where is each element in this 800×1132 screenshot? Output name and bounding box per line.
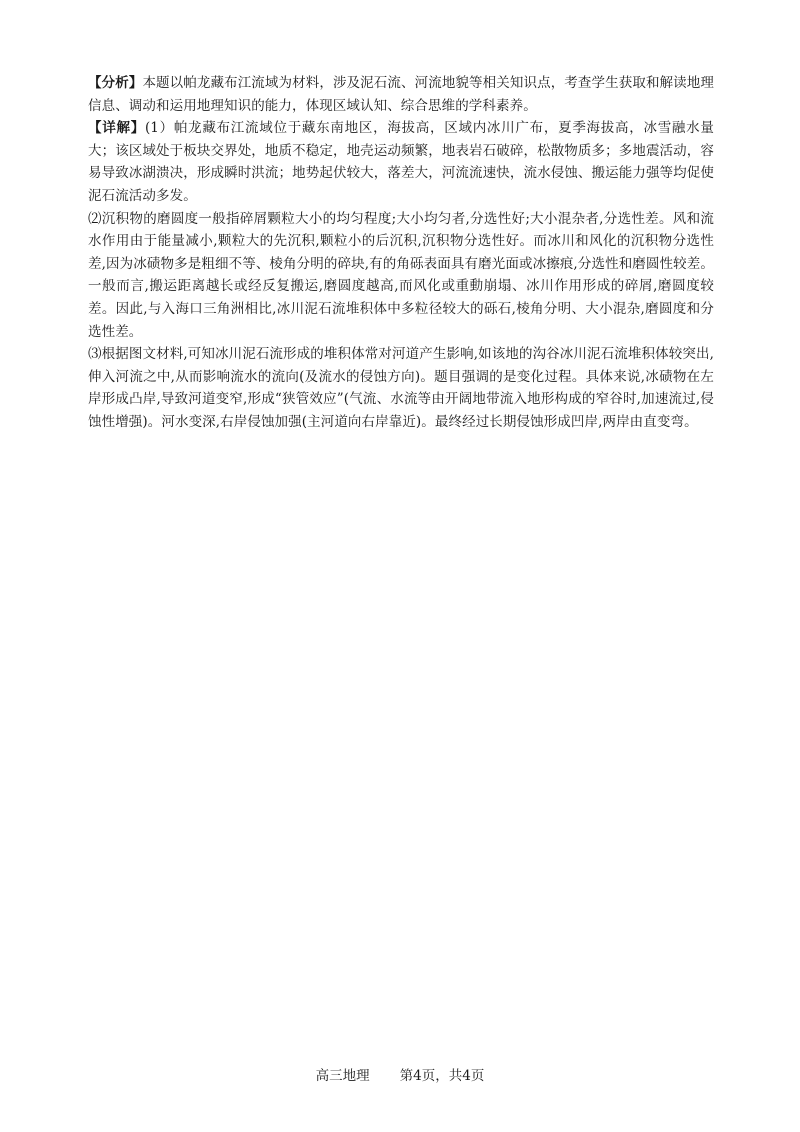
- analysis-tag: 【分析】: [88, 75, 143, 91]
- detail-tag: 【详解】: [88, 120, 145, 137]
- footer-page-number: 第4页，共4页: [399, 1068, 485, 1084]
- detail-paragraph-2: ⑵沉积物的磨圆度一般指碎屑颗粒大小的均匀程度;大小均匀者,分选性好;大小混杂者,分选性差。风和流水作用由于能量减小,颗粒大的先沉积,颗粒小的后沉积,沉积物分选性好。而冰川和风化的沉积物分选性差,因为冰碛物多是粗细不等、棱角分明的碎块,有的角砾表面具有磨光面或冰擦痕,分选性和磨圆性较差。一般而言,搬运距离越长或经反复搬运,磨圆度越高,而风化或重動崩塌、冰川作用形成的碎屑,磨圆度较差。因此,与入海口三角洲相比,冰川泥石流堆积体中多粒径较大的砾石,棱角分明、大小混杂,磨圆度和分选性差。: [88, 210, 715, 340]
- page-footer: [0, 1064, 800, 1084]
- detail-paragraph-1: [88, 117, 714, 207]
- detail-paragraph-3: ⑶根据图文材料,可知冰川泥石流形成的堆积体常对河道产生影响,如该地的沟谷冰川泥石流堆积体较突出,伸入河流之中,从而影响流水的流向(及流水的侵蚀方向)。题目强调的是变化过程。具体来说,冰碛物在左岸形成凸岸,导致河道变窄,形成“狭管效应”(气流、水流等由开阔地带流入地形构成的窄谷时,加速流过,侵蚀性增强)。河水变深,右岸侵蚀加强(主河道向右岸靠近)。最终经过长期侵蚀形成凹岸,两岸由直变弯。: [88, 346, 714, 430]
- analysis-paragraph: [88, 72, 714, 117]
- analysis-text: 本题以帕龙藏布江流域为材料，涉及泥石流、河流地貌等相关知识点，考查学生获取和解读地理信息、调动和运用地理知识的能力，体现区域认知、综合思维的学科素养。: [88, 75, 714, 114]
- detail-text-1: (1）帕龙藏布江流域位于藏东南地区，海拔高，区域内冰川广布，夏季海拔高，冰雪融水量大；该区域处于板块交界处，地质不稳定，地壳运动频繁，地表岩石破碎，松散物质多；多地震活动，容易导致冰湖溃决，形成瞬时洪流；地势起伏较大，落差大，河流流速快，流水侵蚀、搬运能力强等均促使泥石流活动多发。: [88, 120, 714, 204]
- answer-content: [88, 72, 714, 434]
- footer-subject: 高三地理: [315, 1068, 370, 1084]
